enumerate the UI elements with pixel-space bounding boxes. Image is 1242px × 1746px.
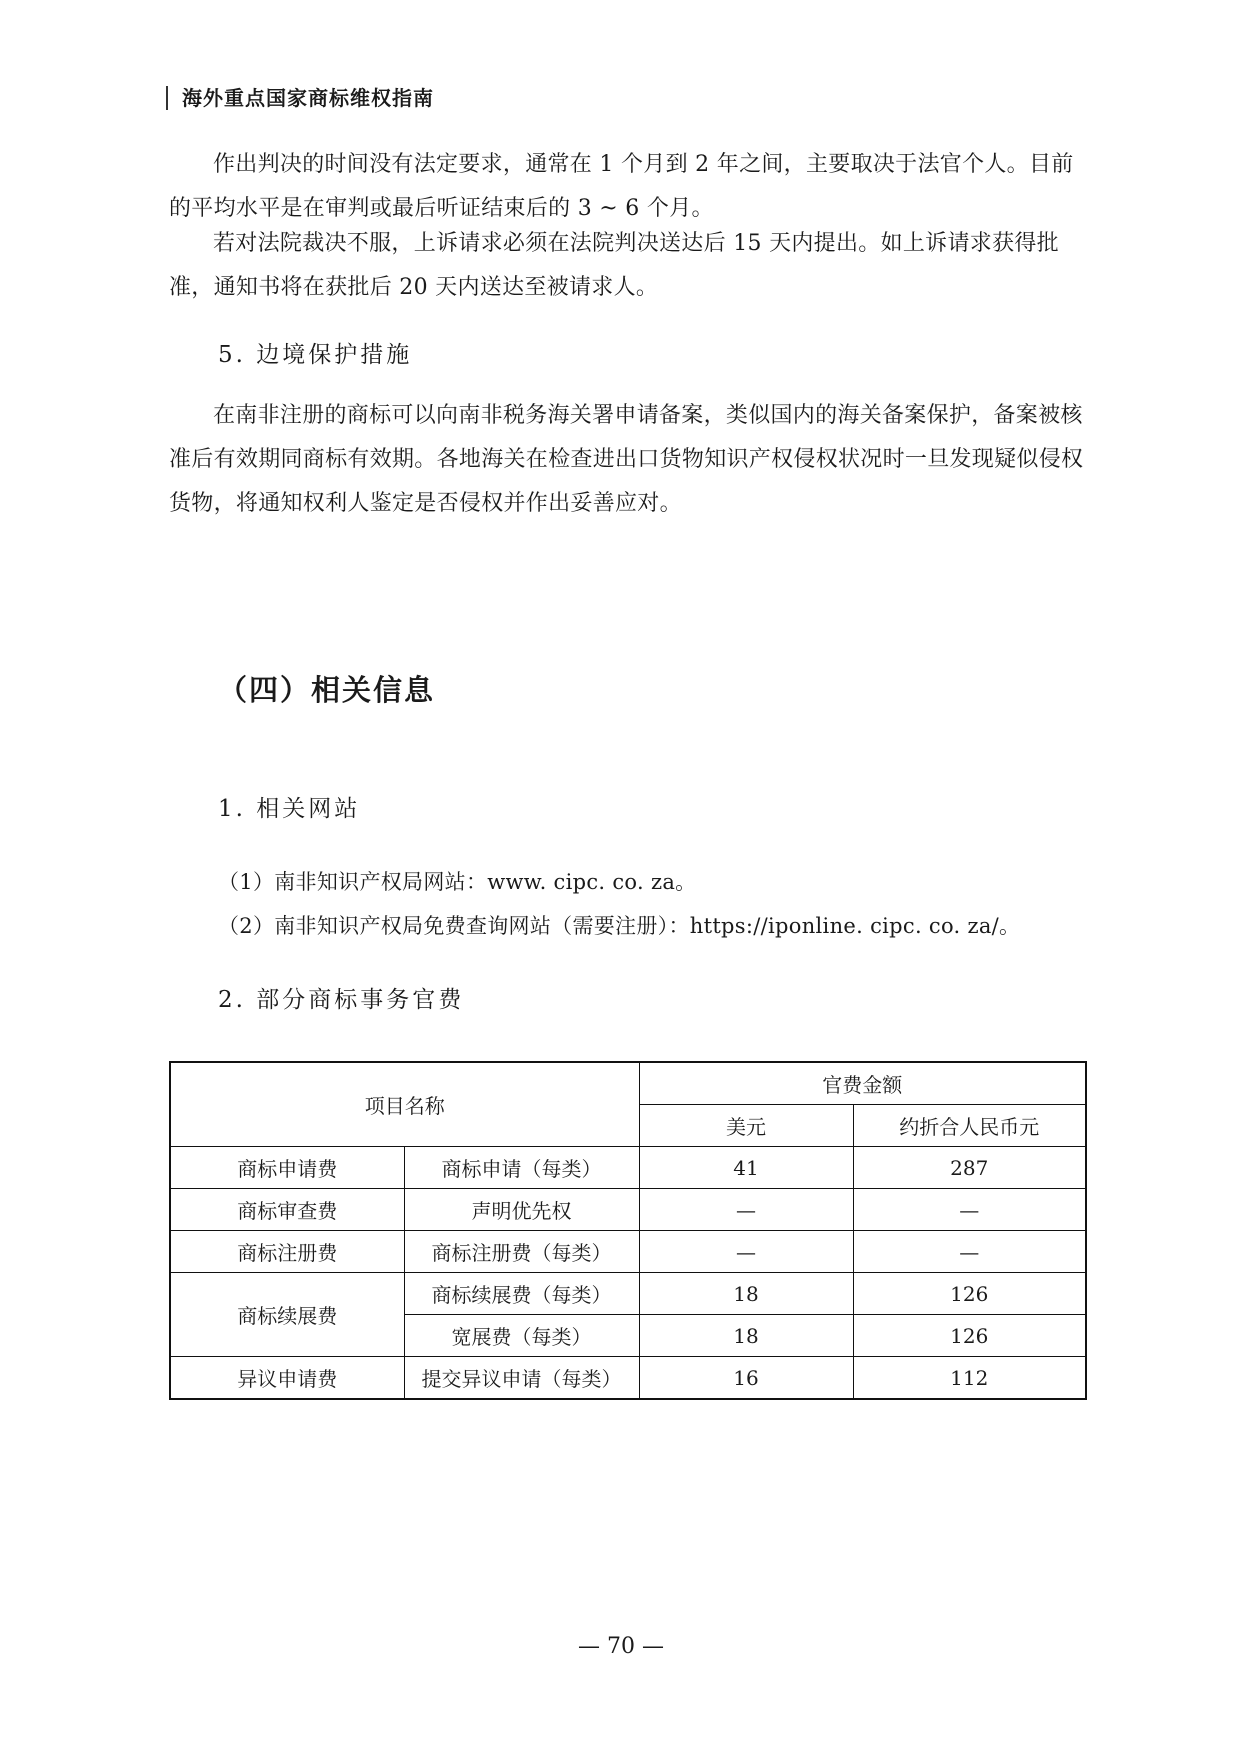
fee-usd: 18 <box>639 1315 853 1357</box>
fee-item: 宽展费（每类） <box>404 1315 639 1357</box>
heading-border-measures: 5. 边境保护措施 <box>218 342 413 368</box>
fee-usd: 18 <box>639 1273 853 1315</box>
header-cny: 约折合人民币元 <box>853 1105 1086 1147</box>
fee-category: 异议申请费 <box>170 1357 404 1400</box>
fee-cny: — <box>853 1189 1086 1231</box>
section-title-related-info: （四）相关信息 <box>218 673 436 707</box>
header-usd: 美元 <box>639 1105 853 1147</box>
fee-category: 商标申请费 <box>170 1147 404 1189</box>
fee-cny: 126 <box>853 1273 1086 1315</box>
fee-usd: 41 <box>639 1147 853 1189</box>
fee-item: 提交异议申请（每类） <box>404 1357 639 1400</box>
running-header: 海外重点国家商标维权指南 <box>166 86 434 110</box>
fee-category: 商标续展费 <box>170 1273 404 1357</box>
fee-cny: 112 <box>853 1357 1086 1400</box>
website-item-1: （1）南非知识产权局网站：www. cipc. co. za。 <box>218 870 697 894</box>
website-item-2: （2）南非知识产权局免费查询网站（需要注册）：https://iponline. cipc. co. za/。 <box>218 914 1021 938</box>
fee-item: 商标续展费（每类） <box>404 1273 639 1315</box>
fee-cny: 126 <box>853 1315 1086 1357</box>
table-row <box>170 1273 1086 1315</box>
fee-cny: — <box>853 1231 1086 1273</box>
fee-item: 商标申请（每类） <box>404 1147 639 1189</box>
fee-usd: 16 <box>639 1357 853 1400</box>
table-row <box>170 1357 1086 1400</box>
heading-websites: 1. 相关网站 <box>218 796 361 822</box>
table-row <box>170 1231 1086 1273</box>
fee-category: 商标注册费 <box>170 1231 404 1273</box>
header-item-name: 项目名称 <box>170 1062 639 1147</box>
fee-usd: — <box>639 1231 853 1273</box>
heading-fees: 2. 部分商标事务官费 <box>218 987 465 1013</box>
paragraph-judgment-timing: 作出判决的时间没有法定要求，通常在 1 个月到 2 年之间，主要取决于法官个人。目前的平均水平是在审判或最后听证结束后的 3 ~ 6 个月。 <box>169 152 1074 221</box>
fee-usd: — <box>639 1189 853 1231</box>
paragraph-appeal: 若对法院裁决不服，上诉请求必须在法院判决送达后 15 天内提出。如上诉请求获得批准，通知书将在获批后 20 天内送达至被请求人。 <box>169 231 1059 300</box>
table-row <box>170 1147 1086 1189</box>
table-header-row <box>170 1062 1086 1105</box>
fee-table <box>169 1061 1087 1400</box>
fee-item: 声明优先权 <box>404 1189 639 1231</box>
header-fee-amount: 官费金额 <box>639 1062 1086 1105</box>
fee-cny: 287 <box>853 1147 1086 1189</box>
fee-category: 商标审查费 <box>170 1189 404 1231</box>
table-row <box>170 1189 1086 1231</box>
page-number: — 70 — <box>578 1634 664 1659</box>
fee-item: 商标注册费（每类） <box>404 1231 639 1273</box>
paragraph-border-measures: 在南非注册的商标可以向南非税务海关署申请备案，类似国内的海关备案保护，备案被核准后有效期同商标有效期。各地海关在检查进出口货物知识产权侵权状况时一旦发现疑似侵权货物，将通知权利人鉴定是否侵权并作出妥善应对。 <box>169 403 1084 516</box>
